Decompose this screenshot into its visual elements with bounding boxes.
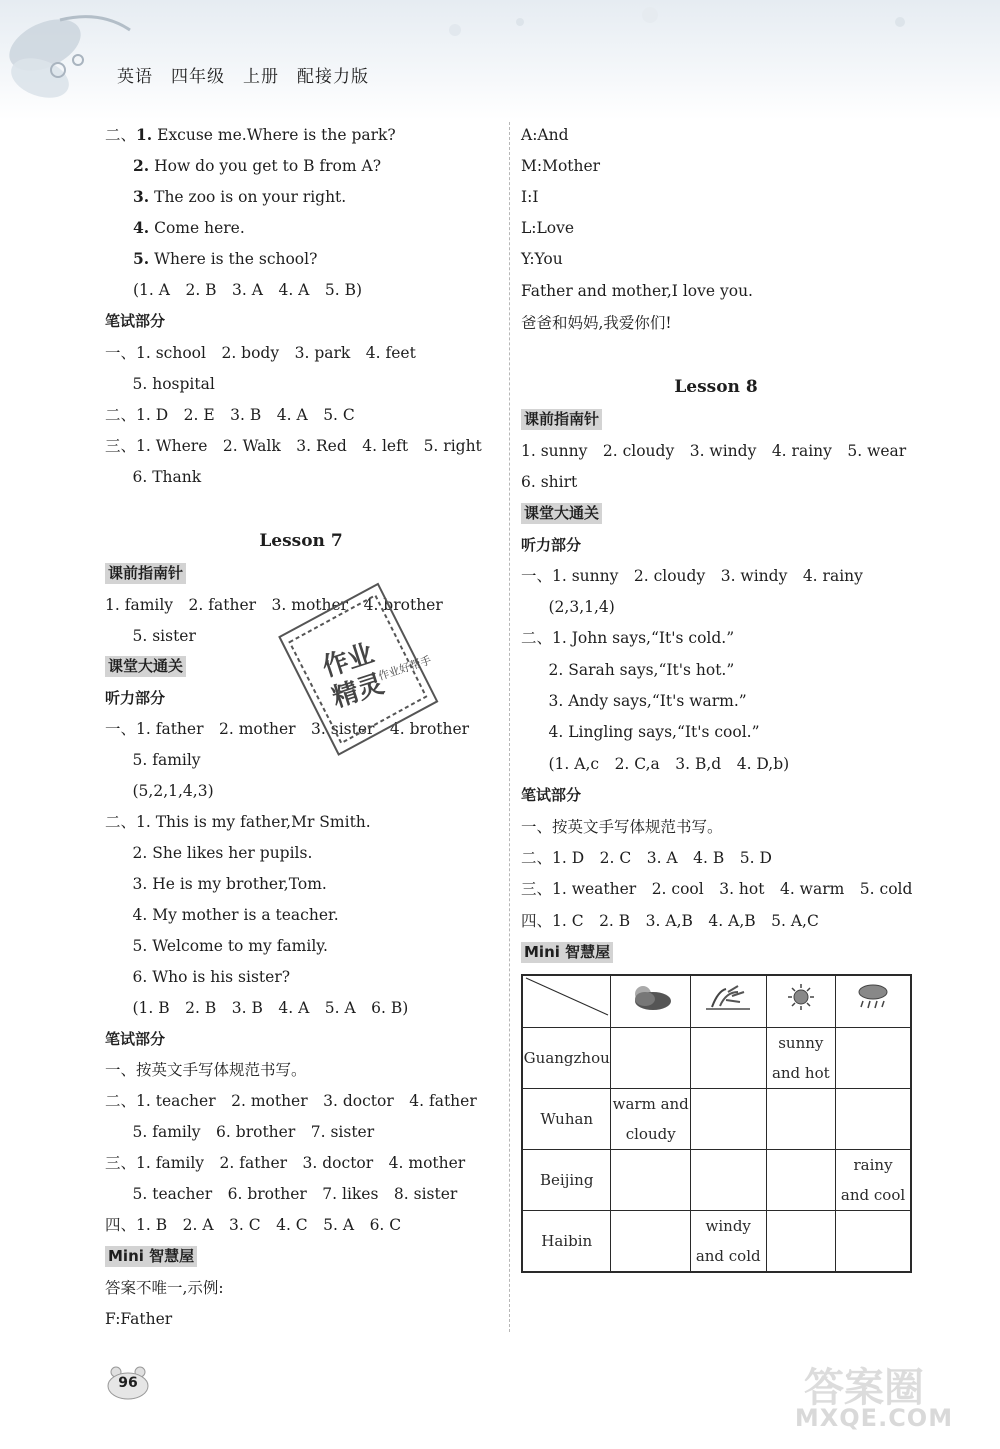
answer-line: 5. family 6. brother 7. sister (117, 1123, 375, 1141)
svg-text:作业: 作业 (318, 638, 378, 684)
class-label: 课堂大通关 (521, 503, 602, 524)
mini-label: Mini 智慧屋 (521, 942, 613, 963)
table-cell (611, 1150, 690, 1211)
table-row (522, 1089, 911, 1150)
city-cell: Haibin (522, 1211, 611, 1273)
table-cell (690, 1211, 766, 1273)
acrostic-line: Father and mother,I love you. (521, 282, 753, 300)
answer-line: F:Father (105, 1310, 173, 1328)
answer-line: 二、1. Excuse me.Where is the park? (105, 125, 396, 144)
written-section-label: 笔试部分 (105, 1030, 166, 1048)
rainy-weather-icon (836, 975, 911, 1028)
table-cell (766, 1211, 836, 1273)
city-cell: Wuhan (522, 1089, 611, 1150)
table-cell (611, 1211, 690, 1273)
table-cell (836, 1211, 911, 1273)
written-section-label: 笔试部分 (105, 312, 166, 330)
table-cell (766, 1028, 836, 1089)
leaf-decoration-icon (0, 0, 1000, 120)
answer-line: 一、1. father 2. mother 3. sister 4. brother (105, 720, 470, 738)
column-divider (509, 122, 510, 1332)
answer-line: 3. He is my brother,Tom. (117, 875, 327, 893)
answer-line: (1. A 2. B 3. A 4. A 5. B) (133, 281, 363, 299)
page-number-badge (107, 1366, 149, 1400)
answer-line: (1. B 2. B 3. B 4. A 5. A 6. B) (117, 999, 409, 1017)
answer-line: (1. A,c 2. C,a 3. B,d 4. D,b) (533, 755, 790, 773)
listening-label: 听力部分 (105, 689, 166, 707)
answer-line: 一、1. sunny 2. cloudy 3. windy 4. rainy (521, 567, 863, 585)
answer-line: 2. Sarah says,“It's hot.” (533, 661, 735, 679)
watermark-logo: 答案圈 (804, 1365, 924, 1411)
pre-class-label: 课前指南针 (105, 563, 186, 584)
answer-line: 4. Lingling says,“It's cool.” (533, 723, 760, 741)
table-cell (836, 1089, 911, 1150)
answer-line: 5. family (117, 751, 201, 769)
answer-line: 四、1. C 2. B 3. A,B 4. A,B 5. A,C (521, 912, 819, 930)
answer-line: 三、1. weather 2. cool 3. hot 4. warm 5. cold (521, 880, 913, 898)
answer-line: 一、按英文手写体规范书写。 (521, 818, 723, 836)
cloudy-weather-icon (611, 975, 690, 1028)
listening-label: 听力部分 (521, 536, 582, 554)
answer-line: 4. My mother is a teacher. (117, 906, 339, 924)
city-cell: Guangzhou (522, 1028, 611, 1089)
table-cell (766, 1089, 836, 1150)
windy-weather-icon (690, 975, 766, 1028)
answer-line: 三、1. family 2. father 3. doctor 4. mother (105, 1154, 466, 1172)
answer-line: 1. family 2. father 3. mother 4. brother (105, 596, 443, 614)
answer-line: 四、1. B 2. A 3. C 4. C 5. A 6. C (105, 1216, 402, 1234)
acrostic-line: 爸爸和妈妈,我爱你们! (521, 314, 672, 332)
table-row (522, 1028, 911, 1089)
answer-line: 6. Thank (117, 468, 202, 486)
answer-line: 一、按英文手写体规范书写。 (105, 1061, 307, 1079)
pre-class-label: 课前指南针 (521, 409, 602, 430)
table-cell (611, 1028, 690, 1089)
answer-line: 二、1. John says,“It's cold.” (521, 629, 735, 647)
book-title: 英语 四年级 上册 配接力版 (117, 67, 369, 87)
table-cell (836, 1150, 911, 1211)
weather-table (521, 974, 912, 1273)
page-number: 96 (118, 1375, 138, 1391)
answer-line: 2. She likes her pupils. (117, 844, 313, 862)
acrostic-line: I:I (521, 188, 539, 206)
diagonal-line-icon (524, 976, 610, 1017)
acrostic-line: A:And (521, 126, 569, 144)
table-cell (766, 1150, 836, 1211)
table-cell (690, 1150, 766, 1211)
answer-line: 2. How do you get to B from A? (133, 156, 381, 175)
lesson-7-title: Lesson 7 (259, 531, 343, 551)
answer-line: 二、1. D 2. E 3. B 4. A 5. C (105, 406, 355, 424)
svg-text:作业好帮手: 作业好帮手 (376, 653, 433, 683)
answer-line: 4. Come here. (133, 218, 245, 237)
answer-line: 一、1. school 2. body 3. park 4. feet (105, 344, 416, 362)
table-cell (690, 1028, 766, 1089)
answer-line: 5. Where is the school? (133, 249, 318, 268)
mini-label: Mini 智慧屋 (105, 1246, 197, 1267)
table-header-row (522, 975, 911, 1028)
svg-text:精灵: 精灵 (328, 669, 388, 714)
written-section-label: 笔试部分 (521, 786, 582, 804)
answer-line: (2,3,1,4) (533, 598, 615, 616)
answer-line: 二、1. This is my father,Mr Smith. (105, 813, 371, 831)
cell-text: sunny and hot (771, 1034, 830, 1082)
answer-line: 5. hospital (117, 375, 215, 393)
answer-line: 3. Andy says,“It's warm.” (533, 692, 747, 710)
watermark-text: MXQE.COM (794, 1404, 954, 1432)
sunny-weather-icon (766, 975, 836, 1028)
site-watermark (774, 1356, 974, 1436)
answer-line: 二、1. teacher 2. mother 3. doctor 4. father (105, 1092, 477, 1110)
table-row (522, 1211, 911, 1273)
table-cell (836, 1028, 911, 1089)
answer-line: 5. Welcome to my family. (117, 937, 328, 955)
answer-line: 6. shirt (521, 473, 578, 491)
homework-stamp-icon (262, 576, 442, 756)
answer-line: 5. teacher 6. brother 7. likes 8. sister (117, 1185, 458, 1203)
acrostic-line: Y:You (521, 250, 563, 268)
acrostic-line: M:Mother (521, 157, 601, 175)
cell-text: windy and cold (695, 1217, 761, 1265)
answer-line: 二、1. D 2. C 3. A 4. B 5. D (521, 849, 772, 867)
class-label: 课堂大通关 (105, 656, 186, 677)
answer-line: 5. sister (117, 627, 196, 645)
answer-line: 3. The zoo is on your right. (133, 187, 347, 206)
table-cell (611, 1089, 690, 1150)
city-cell: Beijing (522, 1150, 611, 1211)
table-cell (690, 1089, 766, 1150)
cell-text: rainy and cool (840, 1156, 906, 1204)
answer-line: 三、1. Where 2. Walk 3. Red 4. left 5. right (105, 437, 482, 455)
answer-line: (5,2,1,4,3) (117, 782, 214, 800)
cell-text: warm and cloudy (612, 1095, 689, 1143)
lesson-8-title: Lesson 8 (674, 377, 758, 397)
answer-line: 答案不唯一,示例: (105, 1279, 224, 1297)
diagonal-header-cell (522, 975, 611, 1028)
answer-line: 6. Who is his sister? (117, 968, 291, 986)
acrostic-line: L:Love (521, 219, 575, 237)
table-row (522, 1150, 911, 1211)
answer-line: 1. sunny 2. cloudy 3. windy 4. rainy 5. wear (521, 442, 907, 460)
